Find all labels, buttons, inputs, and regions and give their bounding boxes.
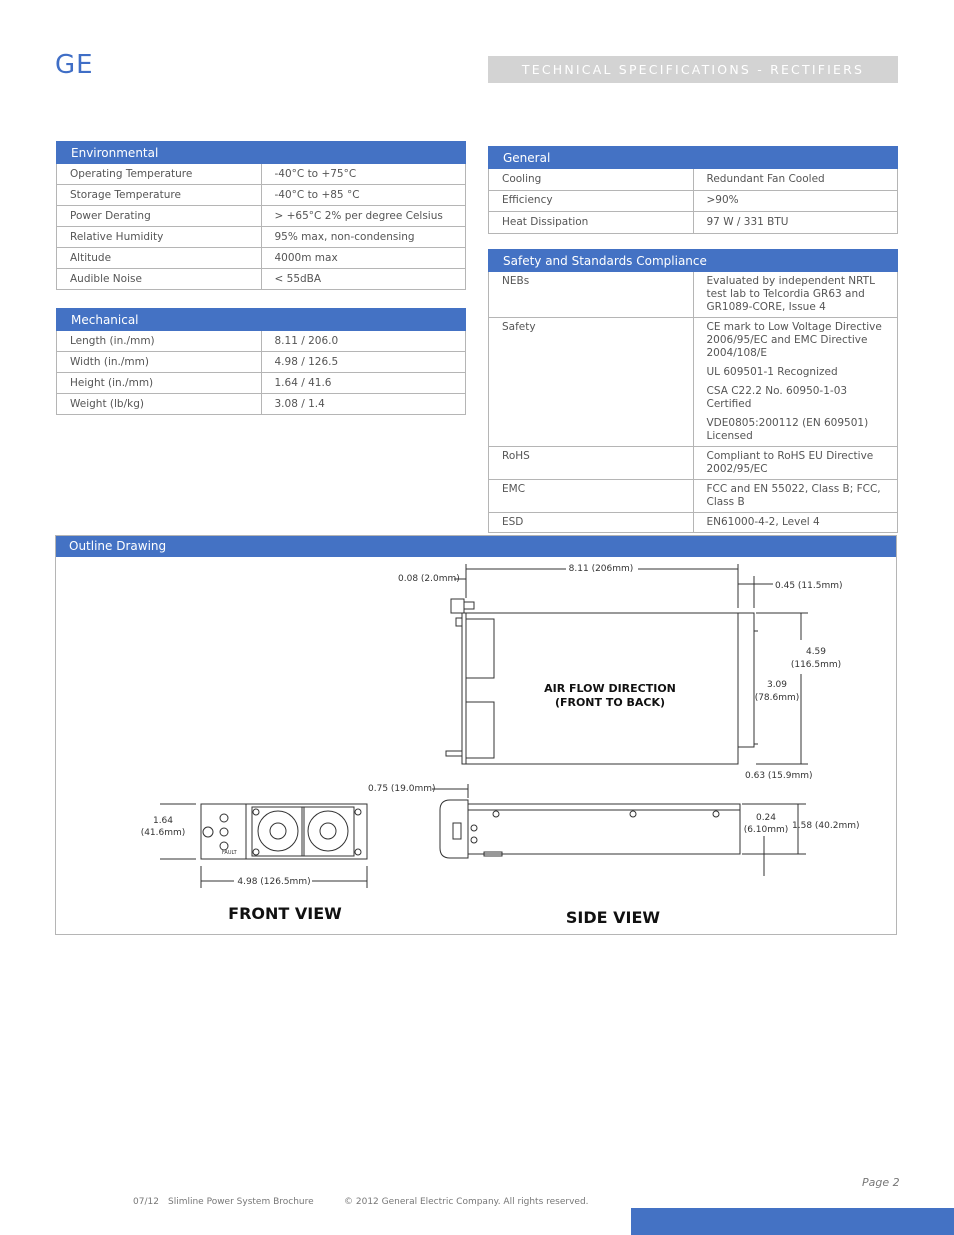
status-led [220, 814, 228, 822]
table-row [489, 447, 898, 480]
dim-0.24: 0.24 [755, 813, 777, 823]
dim-3.09: 3.09 [766, 680, 788, 690]
spec-value-line: EN61000-4-2, Level 4 [706, 516, 820, 528]
dim-3.09-mm: (78.6mm) [754, 693, 800, 703]
outline-drawing [56, 536, 896, 934]
table-row [489, 190, 898, 212]
front-panel-label: FAULT [222, 850, 237, 856]
table-row [57, 248, 466, 269]
dim-4.59-mm: (116.5mm) [790, 660, 842, 670]
screw [630, 811, 636, 817]
spec-value: 97 W / 331 BTU [693, 212, 898, 234]
dim-0.08: 0.08 (2.0mm) [398, 574, 460, 584]
mechanical-table [56, 308, 466, 415]
table-row [57, 331, 466, 352]
spec-value [693, 447, 898, 480]
spec-value-line: FCC and EN 55022, Class B; FCC, Class B [706, 483, 881, 508]
spec-value: 95% max, non-condensing [261, 227, 466, 248]
mechanical-title: Mechanical [57, 309, 466, 331]
spec-value: -40°C to +85 °C [261, 185, 466, 206]
footer-doc-title: Slimline Power System Brochure [168, 1197, 314, 1207]
front-knob [203, 827, 213, 837]
table-row [489, 513, 898, 533]
spec-value [693, 272, 898, 318]
fan-slot-lower [466, 702, 494, 758]
spec-value: 8.11 / 206.0 [261, 331, 466, 352]
table-row [489, 480, 898, 513]
spec-value [693, 318, 898, 447]
fan-left [252, 807, 304, 856]
dim-0.24-mm: (6.10mm) [743, 825, 789, 835]
spec-value [693, 480, 898, 513]
spec-label: ESD [489, 513, 694, 533]
spec-value-line: CE mark to Low Voltage Directive 2006/95/EC and EMC Directive 2004/108/E [706, 321, 882, 359]
spec-value: 4000m max [261, 248, 466, 269]
spec-label: Altitude [57, 248, 262, 269]
spec-label: EMC [489, 480, 694, 513]
top-handle [451, 599, 464, 613]
dim-1.64-mm: (41.6mm) [140, 828, 186, 838]
outline-drawing-title: Outline Drawing [56, 536, 896, 557]
airflow-line2: (FRONT TO BACK) [554, 696, 666, 709]
spec-label: Safety [489, 318, 694, 447]
footer-bar [631, 1208, 954, 1235]
safety-title: Safety and Standards Compliance [489, 250, 898, 272]
spec-label: NEBs [489, 272, 694, 318]
spec-value: < 55dBA [261, 269, 466, 290]
page-number: Page 2 [862, 1176, 900, 1189]
safety-table [488, 249, 898, 533]
spec-value-line: Compliant to RoHS EU Directive 2002/95/EC [706, 450, 874, 475]
top-tab [456, 618, 462, 626]
screw [493, 811, 499, 817]
brand-logo: GE [55, 50, 94, 80]
section-banner: TECHNICAL SPECIFICATIONS - RECTIFIERS [488, 56, 898, 83]
top-view-faceplate [462, 613, 466, 764]
spec-label: Weight (lb/kg) [57, 394, 262, 415]
spec-value-line: UL 609501-1 Recognized [706, 366, 838, 378]
dim-0.75: 0.75 (19.0mm) [368, 784, 436, 794]
table-row [489, 318, 898, 447]
spec-value: 3.08 / 1.4 [261, 394, 466, 415]
outline-drawing-panel [55, 535, 897, 935]
spec-label: Heat Dissipation [489, 212, 694, 234]
dim-0.45: 0.45 (11.5mm) [775, 581, 843, 591]
handle-latch [464, 602, 474, 609]
table-row [57, 164, 466, 185]
spec-label: Length (in./mm) [57, 331, 262, 352]
screw [713, 811, 719, 817]
table-row [57, 185, 466, 206]
side-view-body [468, 804, 740, 854]
environmental-title: Environmental [57, 142, 466, 164]
spec-label: Relative Humidity [57, 227, 262, 248]
spec-label: Power Derating [57, 206, 262, 227]
spec-label: Audible Noise [57, 269, 262, 290]
rear-connector [738, 613, 754, 747]
spec-value: 4.98 / 126.5 [261, 352, 466, 373]
footer-date: 07/12 [133, 1197, 159, 1207]
table-row [57, 269, 466, 290]
fan-slot-upper [466, 619, 494, 678]
fan-right [302, 807, 354, 856]
spec-value: > +65°C 2% per degree Celsius [261, 206, 466, 227]
spec-value: Redundant Fan Cooled [693, 169, 898, 191]
dim-4.98: 4.98 (126.5mm) [237, 877, 311, 887]
table-row [57, 227, 466, 248]
spec-label: Storage Temperature [57, 185, 262, 206]
table-row [57, 373, 466, 394]
spec-value-line: CSA C22.2 No. 60950-1-03 Certified [706, 385, 848, 410]
table-row [57, 352, 466, 373]
spec-value [693, 513, 898, 533]
spec-value: -40°C to +75°C [261, 164, 466, 185]
side-view-faceplate [440, 800, 468, 858]
dim-1.58: 1.58 (40.2mm) [792, 821, 860, 831]
spec-value: >90% [693, 190, 898, 212]
spec-label: Width (in./mm) [57, 352, 262, 373]
environmental-table [56, 141, 466, 290]
screw [471, 837, 477, 843]
dim-1.64: 1.64 [152, 816, 174, 826]
airflow-line1: AIR FLOW DIRECTION [544, 682, 676, 695]
table-row [57, 206, 466, 227]
status-led [220, 828, 228, 836]
spec-value-line: Evaluated by independent NRTL test lab to Telcordia GR63 and GR1089-CORE, Issue 4 [706, 275, 875, 313]
side-latch [453, 823, 461, 839]
front-view-label: FRONT VIEW [228, 904, 342, 923]
dim-0.63: 0.63 (15.9mm) [745, 771, 813, 781]
spec-value-line: VDE0805:200112 (EN 609501) Licensed [706, 417, 869, 442]
footer-copyright: © 2012 General Electric Company. All rights reserved. [344, 1197, 589, 1207]
general-table [488, 146, 898, 234]
table-row [489, 169, 898, 191]
side-view-label: SIDE VIEW [565, 908, 661, 927]
spec-label: Cooling [489, 169, 694, 191]
table-row [489, 272, 898, 318]
status-led [220, 842, 228, 850]
general-title: General [489, 147, 898, 169]
spec-label: RoHS [489, 447, 694, 480]
spec-label: Efficiency [489, 190, 694, 212]
bottom-pin [446, 751, 462, 756]
screw [471, 825, 477, 831]
dim-length: 8.11 (206mm) [568, 564, 634, 574]
table-row [489, 212, 898, 234]
spec-value: 1.64 / 41.6 [261, 373, 466, 394]
dim-4.59: 4.59 [805, 647, 827, 657]
spec-label: Height (in./mm) [57, 373, 262, 394]
spec-label: Operating Temperature [57, 164, 262, 185]
table-row [57, 394, 466, 415]
